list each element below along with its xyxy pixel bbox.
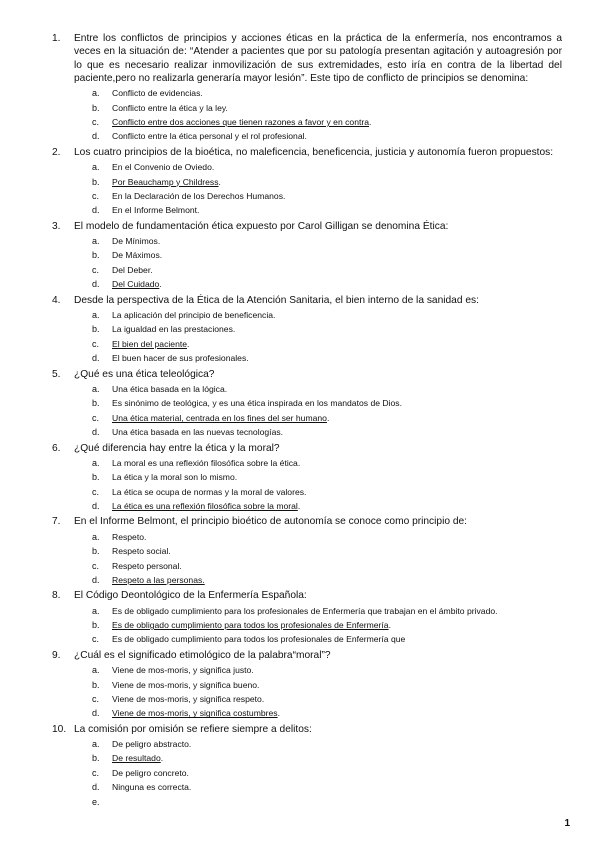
option-text: La igualdad en las prestaciones. [112,324,236,335]
question-number: 9. [52,649,61,661]
option-correct-answer [74,573,562,587]
option-text: Es de obligado cumplimiento para todos los profesionales de Enfermería que [112,634,406,645]
option-item [74,129,562,143]
page-number: 1 [564,818,570,829]
option-item [74,737,562,751]
question-9 [52,649,562,721]
option-text: El bien del paciente [112,338,188,349]
question-5 [52,368,562,440]
option-letter: d. [92,574,100,585]
option-list [74,737,562,807]
option-text: Conflicto entre la ética y la ley. [112,102,228,113]
option-correct-answer [74,499,562,513]
question-10 [52,723,562,807]
option-item [74,632,562,646]
option-text: Respeto social. [112,546,171,557]
question-number: 6. [52,442,61,454]
option-list [74,86,562,144]
option-list [74,160,562,218]
question-number: 10. [52,723,67,735]
question-6 [52,442,562,514]
question-7 [52,515,562,587]
option-text: La moral es una reflexión filosófica sobre la ética. [112,457,301,468]
option-list [74,234,562,292]
option-correct-answer [74,337,562,351]
option-item [74,470,562,484]
question-text: ¿Qué es una ética teleológica? [74,368,215,380]
question-text: ¿Cuál es el significado etimológico de la palabra“moral”? [74,649,331,661]
option-text: Del Deber. [112,264,153,275]
option-item [74,189,562,203]
question-number: 8. [52,590,61,602]
option-item [74,86,562,100]
option-text: Respeto personal. [112,560,182,571]
option-letter: e. [92,796,100,807]
question-text: Entre los conflictos de principios y acciones éticas en la práctica de la enfermería, nos encontramos a veces en la situación de: “Atender a pacientes que por su patología presentan agitación y autoagresión por lo que es necesario realizar inmovilización de sus extremidades, esto iría en contra de la libertad del paciente,pero no realizarla generaría mayor lesión”. Este tipo de conflicto de principios se denomina: [74,33,562,84]
question-text: El modelo de fundamentación ética expuesto por Carol Gilligan se denomina Ética: [74,220,449,232]
option-list [74,382,562,440]
option-text: En la Declaración de los Derechos Humanos. [112,190,286,201]
option-text: De peligro abstracto. [112,739,192,750]
option-text: Viene de mos-moris, y significa bueno. [112,679,260,690]
question-text: Los cuatro principios de la bioética, no maleficencia, beneficencia, justicia y autonomía fueron propuestos: [74,146,554,158]
option-text: Conflicto entre dos acciones que tienen razones a favor y en contra [112,117,370,127]
option-item [74,234,562,248]
option-letter: a. [92,531,100,542]
option-correct-answer [74,411,562,425]
option-letter: c. [92,190,100,201]
option-suffix: . [369,117,372,127]
option-correct-answer [74,277,562,291]
option-list [74,604,562,647]
option-text: Del Cuidado [112,279,160,290]
question-number: 2. [52,146,61,158]
option-item [74,160,562,174]
option-text: Respeto. [112,531,147,542]
question-list [52,32,562,807]
option-letter: b. [92,753,100,764]
option-letter: a. [92,88,100,99]
question-number: 5. [52,368,61,380]
option-letter: b. [92,176,100,187]
option-item [74,322,562,336]
option-text: Una ética material, centrada en los fines del ser humano [112,412,327,423]
option-letter: a. [92,605,100,616]
question-1 [52,32,562,144]
option-letter: b. [92,324,100,335]
option-item [74,351,562,365]
option-item [74,425,562,439]
question-text: En el Informe Belmont, el principio bioético de autonomía se conoce como principio de: [74,516,468,528]
question-number: 3. [52,220,61,232]
question-number: 7. [52,516,61,528]
option-letter: c. [92,264,100,275]
option-item [74,559,562,573]
option-correct-answer [74,706,562,720]
option-letter: b. [92,620,100,631]
option-list [74,308,562,366]
option-letter: d. [92,353,100,364]
option-item [74,456,562,470]
option-text: La ética es una reflexión filosófica sobre la moral [112,501,298,512]
option-text: Conflicto entre la ética personal y el rol profesional. [112,131,307,142]
option-letter: d. [92,708,100,719]
option-letter: d. [92,279,100,290]
option-text: Por Beauchamp y Childress [112,176,219,187]
option-text: Una ética basada en la lógica. [112,383,228,394]
option-correct-answer [74,115,562,129]
option-item [74,544,562,558]
option-letter: d. [92,205,100,216]
option-letter: a. [92,665,100,676]
option-text: La ética se ocupa de normas y la moral de valores. [112,486,307,497]
option-letter: a. [92,309,100,320]
option-list [74,530,562,588]
question-number: 1. [52,33,61,44]
question-2 [52,146,562,218]
option-text: Una ética basada en las nuevas tecnologías. [112,427,284,438]
option-item [74,263,562,277]
option-letter: c. [92,412,100,423]
option-letter: c. [92,338,100,349]
option-suffix: . [159,279,162,290]
option-suffix: . [297,501,301,512]
option-text: Conflicto de evidencias. [112,88,203,99]
option-item [74,396,562,410]
option-suffix: . [277,708,280,719]
option-letter: d. [92,501,100,512]
option-letter: b. [92,546,100,557]
option-text: De peligro concreto. [112,767,189,778]
option-suffix: . [388,620,391,631]
option-letter: b. [92,472,100,483]
option-item [74,203,562,217]
option-correct-answer [74,618,562,632]
option-text: Ninguna es correcta. [112,782,192,793]
option-text: Respeto a las personas. [112,574,205,585]
question-text: Desde la perspectiva de la Ética de la Atención Sanitaria, el bien interno de la sanidad es: [74,294,479,306]
option-letter: b. [92,398,100,409]
question-text: La comisión por omisión se refiere siempre a delitos: [74,723,312,735]
option-letter: d. [92,131,100,142]
option-item [74,678,562,692]
option-suffix: . [187,338,190,349]
option-letter: a. [92,739,100,750]
question-8 [52,589,562,647]
option-letter: a. [92,236,100,247]
option-text: Viene de mos-moris, y significa respeto. [112,693,265,704]
option-text: Es de obligado cumplimiento para los profesionales de Enfermería que trabajan en el ámbito privado. [112,605,498,616]
option-item [74,382,562,396]
option-item [74,308,562,322]
option-letter: d. [92,782,100,793]
option-text: La aplicación del principio de beneficencia. [112,309,276,320]
option-letter: c. [92,486,100,497]
option-letter: a. [92,383,100,394]
option-item [74,248,562,262]
option-correct-answer [74,175,562,189]
option-list [74,663,562,721]
option-letter: a. [92,162,100,173]
option-text: Es de obligado cumplimiento para todos los profesionales de Enfermería [112,620,389,631]
option-text: El buen hacer de sus profesionales. [112,353,249,364]
question-4 [52,294,562,366]
question-text: ¿Qué diferencia hay entre la ética y la moral? [74,442,280,454]
option-item [74,485,562,499]
option-letter: b. [92,102,100,113]
option-item [74,692,562,706]
option-item [74,101,562,115]
option-item [74,766,562,780]
option-text: En el Convenio de Oviedo. [112,162,215,173]
option-letter: d. [92,427,100,438]
option-letter: b. [92,679,100,690]
question-3 [52,220,562,292]
option-text: La ética y la moral son lo mismo. [112,472,238,483]
option-text: En el Informe Belmont. [112,205,200,216]
option-suffix: . [326,412,330,423]
option-letter: b. [92,250,100,261]
question-text: El Código Deontológico de la Enfermería Española: [74,590,307,602]
question-number: 4. [52,294,61,306]
option-text: De Mínimos. [112,236,161,247]
option-text: De resultado [112,753,161,764]
option-letter: c. [92,117,100,127]
option-item [74,663,562,677]
option-letter: c. [92,693,100,704]
option-item [74,780,562,794]
option-list [74,456,562,514]
option-item [74,604,562,618]
option-suffix: . [218,176,221,187]
option-letter: a. [92,457,100,468]
option-suffix: . [160,753,164,764]
option-text: Es sinónimo de teológica, y es una ética inspirada en los mandatos de Dios. [112,398,402,409]
option-item [74,530,562,544]
option-letter: c. [92,560,100,571]
option-text: De Máximos. [112,250,163,261]
option-letter: c. [92,767,100,778]
option-letter: c. [92,634,100,645]
option-correct-answer [74,751,562,765]
option-text: Viene de mos-moris, y significa costumbres [112,708,278,719]
option-text: Viene de mos-moris, y significa justo. [112,665,254,676]
